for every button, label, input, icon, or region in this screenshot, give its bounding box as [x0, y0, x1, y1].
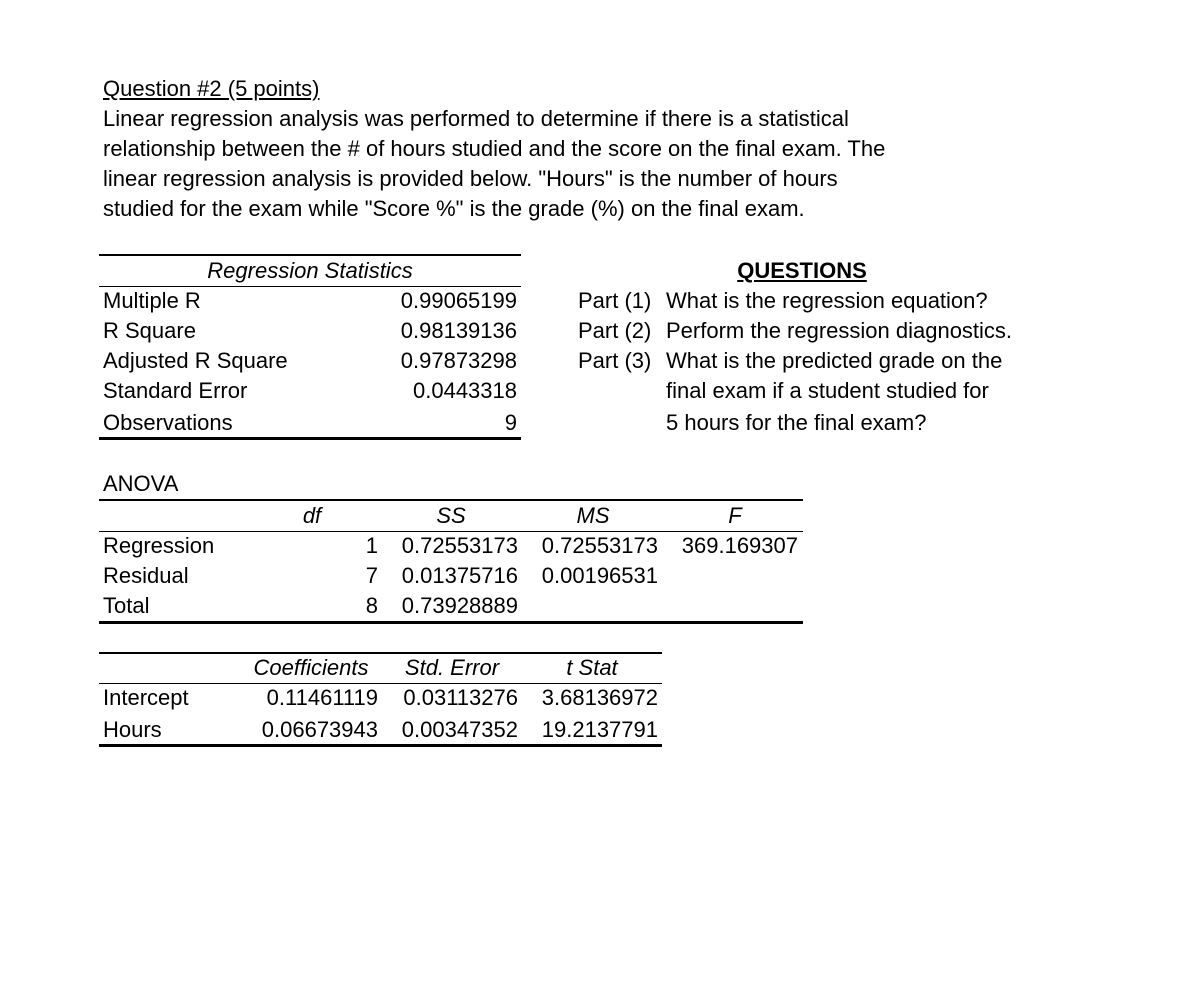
- question-part-3-continuation-2: 5 hours for the final exam?: [666, 410, 927, 435]
- anova-row-label-total: Total: [103, 593, 150, 618]
- coef-row-label-intercept: Intercept: [103, 685, 189, 710]
- reg-stats-value-observations: 9: [504, 410, 517, 435]
- reg-stats-label-standard-error: Standard Error: [103, 378, 248, 403]
- question-part-1-label: Part (1): [578, 288, 652, 313]
- question-part-2-text: Perform the regression diagnostics.: [666, 318, 1013, 343]
- coef-header-t-stat: t Stat: [566, 655, 618, 680]
- questions-title: QUESTIONS: [737, 258, 867, 283]
- anova-header-ss: SS: [436, 503, 466, 528]
- anova-row-ss-total: 0.73928889: [401, 593, 518, 618]
- anova-row-label-regression: Regression: [103, 533, 215, 558]
- anova-row-df-residual: 7: [365, 563, 378, 588]
- anova-row-ss-residual: 0.01375716: [401, 563, 518, 588]
- question-part-2-label: Part (2): [578, 318, 652, 343]
- anova-row-label-residual: Residual: [103, 563, 189, 588]
- reg-stats-label-observations: Observations: [103, 410, 233, 435]
- anova-row-ss-regression: 0.72553173: [401, 533, 518, 558]
- reg-stats-label-r-square: R Square: [103, 318, 196, 343]
- reg-stats-value-r-square: 0.98139136: [400, 318, 517, 343]
- question-part-3-continuation-1: final exam if a student studied for: [666, 378, 989, 403]
- question-line-2: relationship between the # of hours studied and the score on the final exam. The: [103, 136, 886, 161]
- coef-row-t-hours: 19.2137791: [541, 717, 658, 742]
- coef-row-coef-hours: 0.06673943: [261, 717, 378, 742]
- coef-row-se-intercept: 0.03113276: [403, 685, 518, 710]
- coef-header-std-error: Std. Error: [404, 655, 500, 680]
- reg-stats-value-multiple-r: 0.99065199: [400, 288, 517, 313]
- anova-header-ms: MS: [576, 503, 610, 528]
- anova-row-df-regression: 1: [365, 533, 378, 558]
- question-line-4: studied for the exam while "Score %" is the grade (%) on the final exam.: [103, 196, 805, 221]
- reg-stats-value-adjusted-r-square: 0.97873298: [400, 348, 517, 373]
- coef-row-t-intercept: 3.68136972: [541, 685, 658, 710]
- reg-stats-bottom-rule: [99, 437, 521, 440]
- question-line-1: Linear regression analysis was performed to determine if there is a statistical: [103, 106, 849, 131]
- question-part-3-label: Part (3): [578, 348, 652, 373]
- question-line-3: linear regression analysis is provided below. "Hours" is the number of hours: [103, 166, 838, 191]
- question-part-3-text: What is the predicted grade on the: [666, 348, 1003, 373]
- anova-header-df: df: [302, 503, 322, 528]
- anova-title: ANOVA: [103, 471, 179, 496]
- coef-row-label-hours: Hours: [103, 717, 162, 742]
- coef-header-coefficients: Coefficients: [253, 655, 369, 680]
- anova-row-df-total: 8: [365, 593, 378, 618]
- coef-row-se-hours: 0.00347352: [401, 717, 518, 742]
- anova-bottom-rule: [99, 621, 803, 624]
- anova-row-ms-residual: 0.00196531: [541, 563, 658, 588]
- anova-header-f: F: [728, 503, 742, 528]
- reg-stats-label-multiple-r: Multiple R: [103, 288, 201, 313]
- coef-row-coef-intercept: 0.11461119: [266, 685, 378, 710]
- reg-stats-title: Regression Statistics: [207, 258, 413, 283]
- coef-bottom-rule: [99, 744, 662, 747]
- reg-stats-value-standard-error: 0.0443318: [413, 378, 517, 403]
- question-heading: Question #2 (5 points): [103, 76, 320, 101]
- anova-row-f-regression: 369.169307: [681, 533, 798, 558]
- question-part-1-text: What is the regression equation?: [666, 288, 988, 313]
- anova-row-ms-regression: 0.72553173: [541, 533, 658, 558]
- reg-stats-label-adjusted-r-square: Adjusted R Square: [103, 348, 288, 373]
